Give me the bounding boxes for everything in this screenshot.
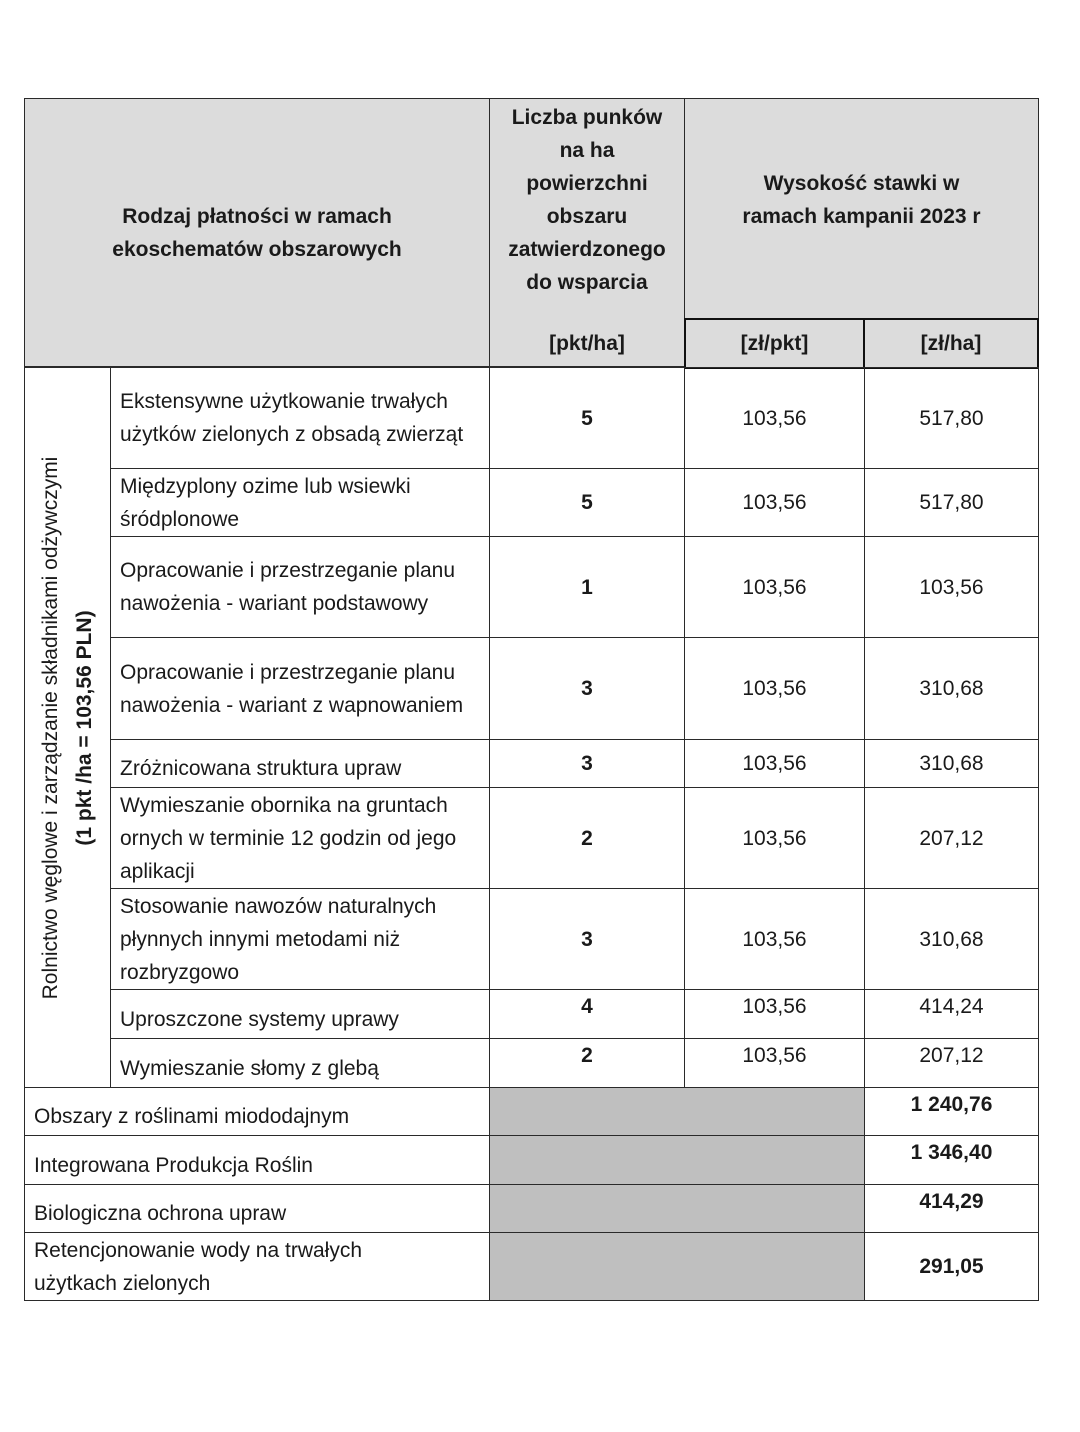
row-rate-per-ha-text: 517,80 [919, 491, 984, 514]
row-rate-per-ha-text: 310,68 [919, 752, 984, 775]
table-row-rate-per-ha [864, 637, 1039, 740]
other-row-name-text: Biologiczna ochrona upraw [34, 1202, 287, 1225]
table-row-name [110, 1038, 490, 1088]
row-rate-per-point-text: 103,56 [742, 1044, 807, 1067]
table-row-points [489, 367, 685, 469]
row-points-text: 3 [581, 677, 593, 700]
row-name-text: Międzyplony ozime lub wsiewki śródplonowe [120, 474, 411, 531]
row-points-text: 2 [581, 826, 593, 850]
row-rate-per-ha-text: 207,12 [919, 826, 984, 850]
header-payment-type [24, 98, 490, 367]
other-row-name [24, 1135, 490, 1185]
table-row-points [489, 989, 685, 1039]
table-row-points [489, 787, 685, 889]
table-row-rate-per-point [684, 888, 865, 990]
header-rate-per-point-unit [684, 318, 865, 369]
table-row-rate-per-ha [864, 739, 1039, 788]
header-rate-text: Wysokość stawki w ramach kampanii 2023 r [742, 172, 981, 228]
table-row-name [110, 536, 490, 638]
group-sublabel: (1 pkt /ha = 103,56 PLN) [73, 610, 96, 846]
other-row-shaded [489, 1232, 865, 1301]
other-row-name [24, 1232, 490, 1301]
row-name-text: Ekstensywne użytkowanie trwałych użytków zielonych z obsadą zwierząt [120, 390, 464, 446]
other-row-rate-per-ha [864, 1135, 1039, 1185]
table-row-rate-per-point [684, 1038, 865, 1088]
other-row-shaded [489, 1135, 865, 1185]
row-rate-per-point-text: 103,56 [742, 575, 807, 599]
other-row-name-text: Retencjonowanie wody na trwałych użytkach zielonych [34, 1238, 363, 1295]
header-points-unit: [pkt/ha] [549, 332, 625, 355]
row-rate-per-ha-text: 103,56 [919, 575, 984, 599]
table-row-rate-per-ha [864, 536, 1039, 638]
header-rate-per-ha-unit [863, 318, 1039, 369]
table-row-name [110, 637, 490, 740]
table-row-rate-per-ha [864, 1038, 1039, 1088]
header-points-text: Liczba punków na ha powierzchni obszaru zatwierdzonego do wsparcia [508, 106, 666, 294]
header-points [489, 98, 685, 367]
row-name-text: Wymieszanie obornika na gruntach ornych w terminie 12 godzin od jego aplikacji [120, 793, 457, 883]
row-points-text: 5 [581, 491, 593, 514]
table-row-name [110, 468, 490, 537]
other-row-shaded [489, 1184, 865, 1233]
table-row-rate-per-point [684, 989, 865, 1039]
header-rate-per-point-unit-text: [zł/pkt] [740, 332, 809, 355]
table-row-points [489, 1038, 685, 1088]
row-points-text: 5 [581, 406, 593, 430]
table-row-points [489, 536, 685, 638]
other-row-name-text: Obszary z roślinami miododajnym [34, 1105, 350, 1128]
group-label: Rolnictwo węglowe i zarządzanie składnikami odżywczymi [39, 456, 62, 1000]
row-name-text: Opracowanie i przestrzeganie planu nawożenia - wariant podstawowy [120, 559, 456, 615]
row-points-text: 4 [581, 995, 593, 1018]
table-row-rate-per-point [684, 536, 865, 638]
table-row-points [489, 739, 685, 788]
row-points-text: 1 [581, 575, 593, 599]
other-row-rate-text: 1 240,76 [910, 1093, 993, 1116]
other-row-name-text: Integrowana Produkcja Roślin [34, 1154, 313, 1177]
other-row-rate-per-ha [864, 1087, 1039, 1136]
row-name-text: Uproszczone systemy uprawy [120, 1008, 399, 1031]
row-rate-per-point-text: 103,56 [742, 677, 807, 700]
table-row-name [110, 989, 490, 1039]
row-name-text: Opracowanie i przestrzeganie planu nawożenia - wariant z wapnowaniem [120, 660, 464, 717]
table-row-rate-per-ha [864, 989, 1039, 1039]
row-rate-per-point-text: 103,56 [742, 406, 807, 430]
row-rate-per-point-text: 103,56 [742, 826, 807, 850]
row-rate-per-ha-text: 517,80 [919, 406, 984, 430]
table-row-points [489, 637, 685, 740]
group-label-cell [24, 367, 111, 1088]
row-rate-per-point-text: 103,56 [742, 927, 807, 951]
header-rate [684, 98, 1039, 320]
table-row-rate-per-ha [864, 468, 1039, 537]
header-rate-per-ha-unit-text: [zł/ha] [920, 332, 982, 355]
table-row-rate-per-ha [864, 888, 1039, 990]
row-rate-per-point-text: 103,56 [742, 491, 807, 514]
other-row-shaded [489, 1087, 865, 1136]
other-row-rate-text: 414,29 [919, 1190, 984, 1213]
row-rate-per-ha-text: 310,68 [919, 927, 984, 951]
header-payment-type-text: Rodzaj płatności w ramach ekoschematów obszarowych [112, 204, 402, 261]
row-name-text: Stosowanie nawozów naturalnych płynnych innymi metodami niż rozbryzgowo [120, 894, 437, 984]
table-row-rate-per-point [684, 468, 865, 537]
table-row-rate-per-point [684, 637, 865, 740]
table-row-rate-per-point [684, 739, 865, 788]
other-row-rate-text: 291,05 [919, 1255, 984, 1278]
other-row-rate-text: 1 346,40 [910, 1141, 993, 1164]
row-points-text: 3 [581, 752, 593, 775]
table-row-name [110, 888, 490, 990]
row-rate-per-ha-text: 207,12 [919, 1044, 984, 1067]
table-row-rate-per-point [684, 787, 865, 889]
row-name-text: Zróżnicowana struktura upraw [120, 757, 402, 780]
table-row-name [110, 787, 490, 889]
row-rate-per-ha-text: 310,68 [919, 677, 984, 700]
row-points-text: 2 [581, 1044, 593, 1067]
table-row-name [110, 739, 490, 788]
eco-schemes-rate-table [24, 98, 1039, 1301]
other-row-rate-per-ha [864, 1184, 1039, 1233]
row-points-text: 3 [581, 927, 593, 951]
table-row-rate-per-ha [864, 367, 1039, 469]
row-rate-per-ha-text: 414,24 [919, 995, 984, 1018]
table-row-rate-per-point [684, 367, 865, 469]
table-row-name [110, 367, 490, 469]
row-rate-per-point-text: 103,56 [742, 752, 807, 775]
table-row-rate-per-ha [864, 787, 1039, 889]
row-name-text: Wymieszanie słomy z glebą [120, 1057, 379, 1080]
other-row-rate-per-ha [864, 1232, 1039, 1301]
table-row-points [489, 468, 685, 537]
other-row-name [24, 1087, 490, 1136]
other-row-name [24, 1184, 490, 1233]
table-row-points [489, 888, 685, 990]
row-rate-per-point-text: 103,56 [742, 995, 807, 1018]
